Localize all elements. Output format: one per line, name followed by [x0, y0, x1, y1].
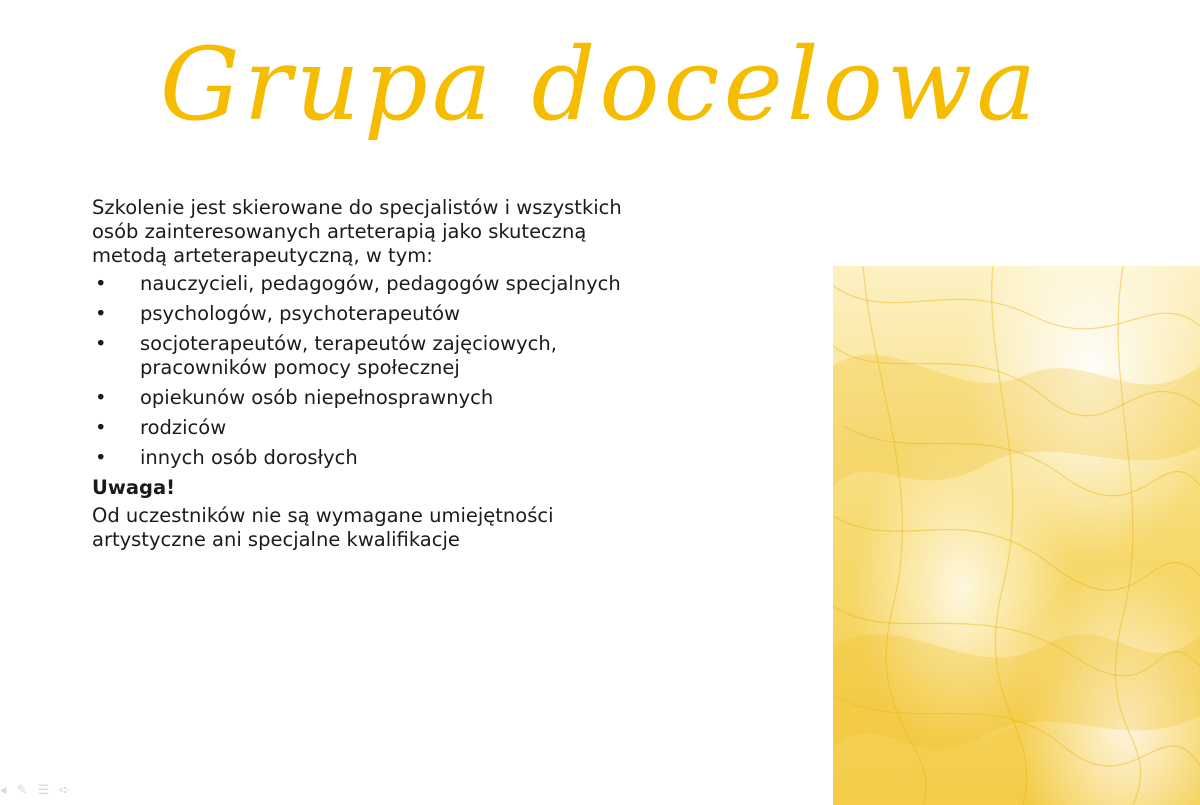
next-icon[interactable]: ➪ [59, 783, 70, 798]
slide-content [92, 196, 652, 552]
list-item-text: socjoterapeutów, terapeutów zajęciowych, pracowników pomocy społecznej [140, 332, 557, 379]
target-group-list [92, 272, 652, 470]
bullet-icon: • [95, 302, 107, 325]
pen-icon[interactable]: ✎ [16, 783, 28, 798]
intro-text: Szkolenie jest skierowane do specjalistów i wszystkich osób zainteresowanych arteterapią jako skuteczną metodą arteterapeutyczną, w tym: [92, 196, 622, 267]
list-item [92, 272, 652, 296]
menu-icon[interactable]: ☰ [37, 783, 50, 798]
list-item-text: rodziców [140, 416, 227, 439]
list-item [92, 302, 652, 326]
list-item [92, 386, 652, 410]
list-item [92, 446, 652, 470]
list-item-text: nauczycieli, pedagogów, pedagogów specjalnych [140, 272, 621, 295]
note-text: Od uczestników nie są wymagane umiejętności artystyczne ani specjalne kwalifikacje [92, 504, 554, 551]
bullet-icon: • [95, 272, 107, 295]
list-item-text: psychologów, psychoterapeutów [140, 302, 461, 325]
list-item [92, 416, 652, 440]
bullet-icon: • [95, 446, 107, 469]
bullet-icon: • [95, 332, 107, 355]
abstract-yellow-smoke-image [833, 266, 1200, 805]
slide-navigation [0, 782, 70, 800]
list-item-text: innych osób dorosłych [140, 446, 358, 469]
list-item [92, 332, 652, 380]
bullet-icon: • [95, 416, 107, 439]
note-title: Uwaga! [92, 476, 176, 499]
bullet-icon: • [95, 386, 107, 409]
prev-icon[interactable]: ◂ [0, 783, 7, 798]
slide-title: Grupa docelowa [159, 26, 1041, 143]
list-item-text: opiekunów osób niepełnosprawnych [140, 386, 494, 409]
